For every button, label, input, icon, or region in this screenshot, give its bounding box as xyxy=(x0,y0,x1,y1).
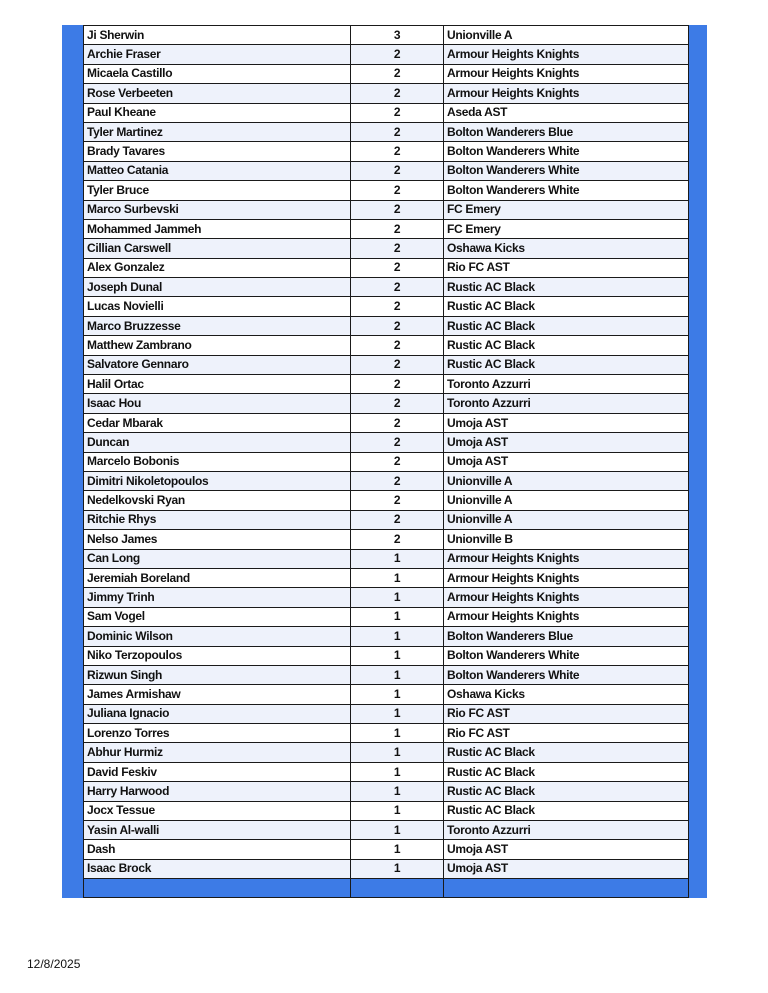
table-row xyxy=(84,685,689,704)
goals-cell[interactable]: 2 xyxy=(351,336,444,355)
team-name-cell[interactable]: Rio FC AST xyxy=(444,258,689,277)
scorers-table-body xyxy=(84,26,689,898)
player-name-cell[interactable]: Harry Harwood xyxy=(84,782,351,801)
team-name-cell[interactable]: Rustic AC Black xyxy=(444,297,689,316)
team-name-cell[interactable]: Bolton Wanderers Blue xyxy=(444,627,689,646)
table-row xyxy=(84,316,689,335)
empty-cell[interactable] xyxy=(444,879,689,898)
team-name-cell[interactable]: Armour Heights Knights xyxy=(444,607,689,626)
table-row xyxy=(84,452,689,471)
team-name-cell[interactable]: Armour Heights Knights xyxy=(444,45,689,64)
player-name-cell[interactable]: Matthew Zambrano xyxy=(84,336,351,355)
table-row xyxy=(84,568,689,587)
team-name-cell[interactable]: Bolton Wanderers White xyxy=(444,181,689,200)
empty-cell[interactable] xyxy=(351,879,444,898)
player-name-cell[interactable]: Lucas Novielli xyxy=(84,297,351,316)
team-name-cell[interactable]: Bolton Wanderers Blue xyxy=(444,122,689,141)
team-name-cell[interactable]: Unionville B xyxy=(444,530,689,549)
goals-cell[interactable]: 2 xyxy=(351,239,444,258)
table-row xyxy=(84,103,689,122)
table-row xyxy=(84,646,689,665)
goals-cell[interactable]: 1 xyxy=(351,762,444,781)
table-row xyxy=(84,762,689,781)
table-row xyxy=(84,665,689,684)
table-row xyxy=(84,607,689,626)
goals-cell[interactable]: 1 xyxy=(351,801,444,820)
team-name-cell[interactable]: Unionville A xyxy=(444,491,689,510)
table-row xyxy=(84,471,689,490)
table-row xyxy=(84,142,689,161)
goals-cell[interactable]: 1 xyxy=(351,665,444,684)
team-name-cell[interactable]: Umoja AST xyxy=(444,433,689,452)
player-name-cell[interactable]: Abhur Hurmiz xyxy=(84,743,351,762)
goals-cell[interactable]: 2 xyxy=(351,142,444,161)
player-name-cell[interactable]: Sam Vogel xyxy=(84,607,351,626)
goals-cell[interactable]: 1 xyxy=(351,568,444,587)
player-name-cell[interactable]: Nedelkovski Ryan xyxy=(84,491,351,510)
print-date: 12/8/2025 xyxy=(27,957,81,971)
goals-cell[interactable]: 1 xyxy=(351,743,444,762)
player-name-cell[interactable]: Cillian Carswell xyxy=(84,239,351,258)
team-name-cell[interactable]: Rustic AC Black xyxy=(444,316,689,335)
table-row xyxy=(84,219,689,238)
table-row xyxy=(84,200,689,219)
team-name-cell[interactable]: Umoja AST xyxy=(444,452,689,471)
player-name-cell[interactable]: Isaac Brock xyxy=(84,859,351,878)
table-row xyxy=(84,433,689,452)
table-row xyxy=(84,821,689,840)
goals-cell[interactable]: 2 xyxy=(351,219,444,238)
team-name-cell[interactable]: Rustic AC Black xyxy=(444,278,689,297)
player-name-cell[interactable]: Halil Ortac xyxy=(84,375,351,394)
team-name-cell[interactable]: Toronto Azzurri xyxy=(444,821,689,840)
goals-cell[interactable]: 2 xyxy=(351,64,444,83)
table-row xyxy=(84,26,689,45)
goals-cell[interactable]: 1 xyxy=(351,588,444,607)
player-name-cell[interactable]: Juliana Ignacio xyxy=(84,704,351,723)
team-name-cell[interactable]: Umoja AST xyxy=(444,840,689,859)
goals-cell[interactable]: 1 xyxy=(351,724,444,743)
goals-cell[interactable]: 1 xyxy=(351,704,444,723)
team-name-cell[interactable]: Rustic AC Black xyxy=(444,782,689,801)
team-name-cell[interactable]: Bolton Wanderers White xyxy=(444,646,689,665)
team-name-cell[interactable]: Armour Heights Knights xyxy=(444,549,689,568)
table-row xyxy=(84,840,689,859)
team-name-cell[interactable]: Armour Heights Knights xyxy=(444,568,689,587)
player-name-cell[interactable]: Alex Gonzalez xyxy=(84,258,351,277)
player-name-cell[interactable]: Duncan xyxy=(84,433,351,452)
player-name-cell[interactable]: Jocx Tessue xyxy=(84,801,351,820)
team-name-cell[interactable]: Unionville A xyxy=(444,510,689,529)
player-name-cell[interactable]: Marcelo Bobonis xyxy=(84,452,351,471)
empty-blue-row xyxy=(84,879,689,898)
table-row xyxy=(84,239,689,258)
goals-cell[interactable]: 2 xyxy=(351,316,444,335)
team-name-cell[interactable]: Rustic AC Black xyxy=(444,762,689,781)
player-name-cell[interactable]: Dominic Wilson xyxy=(84,627,351,646)
goals-cell[interactable]: 2 xyxy=(351,471,444,490)
table-row xyxy=(84,45,689,64)
table-row xyxy=(84,297,689,316)
table-row xyxy=(84,859,689,878)
goals-cell[interactable]: 2 xyxy=(351,394,444,413)
goals-cell[interactable]: 2 xyxy=(351,297,444,316)
player-name-cell[interactable]: Niko Terzopoulos xyxy=(84,646,351,665)
team-name-cell[interactable]: FC Emery xyxy=(444,219,689,238)
team-name-cell[interactable]: Toronto Azzurri xyxy=(444,375,689,394)
team-name-cell[interactable]: Rio FC AST xyxy=(444,724,689,743)
team-name-cell[interactable]: Aseda AST xyxy=(444,103,689,122)
player-name-cell[interactable]: Rose Verbeeten xyxy=(84,84,351,103)
goals-cell[interactable]: 1 xyxy=(351,821,444,840)
goals-cell[interactable]: 1 xyxy=(351,549,444,568)
goals-cell[interactable]: 2 xyxy=(351,45,444,64)
team-name-cell[interactable]: Umoja AST xyxy=(444,413,689,432)
table-row xyxy=(84,782,689,801)
player-name-cell[interactable]: Archie Fraser xyxy=(84,45,351,64)
empty-cell[interactable] xyxy=(84,879,351,898)
goals-cell[interactable]: 2 xyxy=(351,510,444,529)
team-name-cell[interactable]: Umoja AST xyxy=(444,859,689,878)
goals-cell[interactable]: 2 xyxy=(351,122,444,141)
player-name-cell[interactable]: Marco Bruzzesse xyxy=(84,316,351,335)
table-row xyxy=(84,355,689,374)
player-name-cell[interactable]: Yasin Al-walli xyxy=(84,821,351,840)
table-row xyxy=(84,122,689,141)
player-name-cell[interactable]: Matteo Catania xyxy=(84,161,351,180)
goals-cell[interactable]: 1 xyxy=(351,840,444,859)
table-row xyxy=(84,549,689,568)
table-row xyxy=(84,801,689,820)
team-name-cell[interactable]: Oshawa Kicks xyxy=(444,685,689,704)
player-name-cell[interactable]: Salvatore Gennaro xyxy=(84,355,351,374)
goals-cell[interactable]: 2 xyxy=(351,278,444,297)
table-row xyxy=(84,510,689,529)
goals-cell[interactable]: 2 xyxy=(351,530,444,549)
team-name-cell[interactable]: Unionville A xyxy=(444,471,689,490)
table-row xyxy=(84,588,689,607)
goals-cell[interactable]: 1 xyxy=(351,782,444,801)
player-name-cell[interactable]: Dimitri Nikoletopoulos xyxy=(84,471,351,490)
team-name-cell[interactable]: FC Emery xyxy=(444,200,689,219)
player-name-cell[interactable]: Brady Tavares xyxy=(84,142,351,161)
goals-cell[interactable]: 2 xyxy=(351,413,444,432)
player-name-cell[interactable]: David Feskiv xyxy=(84,762,351,781)
table-row xyxy=(84,84,689,103)
scorers-sheet xyxy=(62,25,707,898)
goals-cell[interactable]: 2 xyxy=(351,200,444,219)
team-name-cell[interactable]: Rustic AC Black xyxy=(444,801,689,820)
table-row xyxy=(84,181,689,200)
team-name-cell[interactable]: Armour Heights Knights xyxy=(444,84,689,103)
goals-cell[interactable]: 1 xyxy=(351,859,444,878)
table-row xyxy=(84,161,689,180)
player-name-cell[interactable]: Dash xyxy=(84,840,351,859)
team-name-cell[interactable]: Rustic AC Black xyxy=(444,336,689,355)
player-name-cell[interactable]: Lorenzo Torres xyxy=(84,724,351,743)
player-name-cell[interactable]: Cedar Mbarak xyxy=(84,413,351,432)
team-name-cell[interactable]: Rio FC AST xyxy=(444,704,689,723)
table-row xyxy=(84,394,689,413)
goals-cell[interactable]: 2 xyxy=(351,375,444,394)
scorers-table xyxy=(83,25,689,898)
goals-cell[interactable]: 1 xyxy=(351,646,444,665)
table-row xyxy=(84,491,689,510)
goals-cell[interactable]: 2 xyxy=(351,452,444,471)
goals-cell[interactable]: 2 xyxy=(351,84,444,103)
goals-cell[interactable]: 1 xyxy=(351,627,444,646)
player-name-cell[interactable]: Ritchie Rhys xyxy=(84,510,351,529)
player-name-cell[interactable]: James Armishaw xyxy=(84,685,351,704)
player-name-cell[interactable]: Micaela Castillo xyxy=(84,64,351,83)
table-row xyxy=(84,530,689,549)
team-name-cell[interactable]: Bolton Wanderers White xyxy=(444,161,689,180)
player-name-cell[interactable]: Isaac Hou xyxy=(84,394,351,413)
goals-cell[interactable]: 2 xyxy=(351,181,444,200)
team-name-cell[interactable]: Armour Heights Knights xyxy=(444,588,689,607)
table-row xyxy=(84,375,689,394)
table-row xyxy=(84,258,689,277)
player-name-cell[interactable]: Tyler Martinez xyxy=(84,122,351,141)
player-name-cell[interactable]: Can Long xyxy=(84,549,351,568)
player-name-cell[interactable]: Joseph Dunal xyxy=(84,278,351,297)
goals-cell[interactable]: 2 xyxy=(351,161,444,180)
team-name-cell[interactable]: Rustic AC Black xyxy=(444,743,689,762)
table-row xyxy=(84,627,689,646)
goals-cell[interactable]: 2 xyxy=(351,258,444,277)
player-name-cell[interactable]: Nelso James xyxy=(84,530,351,549)
player-name-cell[interactable]: Jeremiah Boreland xyxy=(84,568,351,587)
team-name-cell[interactable]: Unionville A xyxy=(444,26,689,45)
goals-cell[interactable]: 1 xyxy=(351,607,444,626)
goals-cell[interactable]: 2 xyxy=(351,433,444,452)
table-row xyxy=(84,704,689,723)
goals-cell[interactable]: 2 xyxy=(351,355,444,374)
table-row xyxy=(84,724,689,743)
table-row xyxy=(84,336,689,355)
player-name-cell[interactable]: Ji Sherwin xyxy=(84,26,351,45)
player-name-cell[interactable]: Tyler Bruce xyxy=(84,181,351,200)
team-name-cell[interactable]: Armour Heights Knights xyxy=(444,64,689,83)
player-name-cell[interactable]: Paul Kheane xyxy=(84,103,351,122)
player-name-cell[interactable]: Mohammed Jammeh xyxy=(84,219,351,238)
player-name-cell[interactable]: Rizwun Singh xyxy=(84,665,351,684)
table-row xyxy=(84,278,689,297)
table-row xyxy=(84,743,689,762)
goals-cell[interactable]: 3 xyxy=(351,26,444,45)
table-row xyxy=(84,413,689,432)
team-name-cell[interactable]: Rustic AC Black xyxy=(444,355,689,374)
goals-cell[interactable]: 1 xyxy=(351,685,444,704)
team-name-cell[interactable]: Toronto Azzurri xyxy=(444,394,689,413)
goals-cell[interactable]: 2 xyxy=(351,491,444,510)
goals-cell[interactable]: 2 xyxy=(351,103,444,122)
team-name-cell[interactable]: Bolton Wanderers White xyxy=(444,665,689,684)
team-name-cell[interactable]: Oshawa Kicks xyxy=(444,239,689,258)
team-name-cell[interactable]: Bolton Wanderers White xyxy=(444,142,689,161)
player-name-cell[interactable]: Marco Surbevski xyxy=(84,200,351,219)
player-name-cell[interactable]: Jimmy Trinh xyxy=(84,588,351,607)
table-row xyxy=(84,64,689,83)
